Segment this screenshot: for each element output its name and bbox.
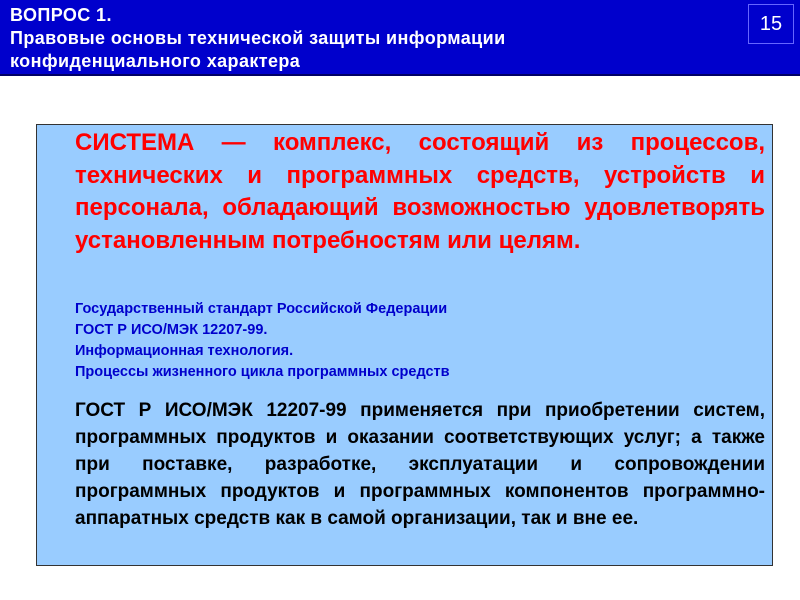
standard-reference (75, 299, 765, 383)
system-definition: СИСТЕМА — комплекс, состоящий из процессов, технических и программных средств, устройств и персонала, обладающий возможностью удовлетворять установленным потребностям или целям. (75, 129, 765, 254)
standard-line-4: Процессы жизненного цикла программных средств (75, 364, 450, 380)
slide-header (0, 0, 800, 76)
slide-number: 15 (748, 4, 794, 44)
standard-scope-text: ГОСТ Р ИСО/МЭК 12207-99 применяется при приобретении систем, программных продуктов и оказании соответствующих услуг; а также при поставке, разработке, эксплуатации и сопровождении программных продуктов и программных компонентов программно-аппаратных средств как в самой организации, так и вне ее. (75, 400, 765, 529)
content-panel (36, 124, 773, 566)
standard-line-2: ГОСТ Р ИСО/МЭК 12207-99. (75, 322, 268, 338)
slide-title-line-3: конфиденциального характера (10, 51, 301, 71)
slide-title (10, 4, 740, 73)
standard-line-3: Информационная технология. (75, 343, 294, 359)
slide-title-line-1: ВОПРОС 1. (10, 5, 112, 25)
slide-title-line-2: Правовые основы технической защиты информации (10, 28, 506, 48)
standard-line-1: Государственный стандарт Российской Федерации (75, 301, 448, 317)
